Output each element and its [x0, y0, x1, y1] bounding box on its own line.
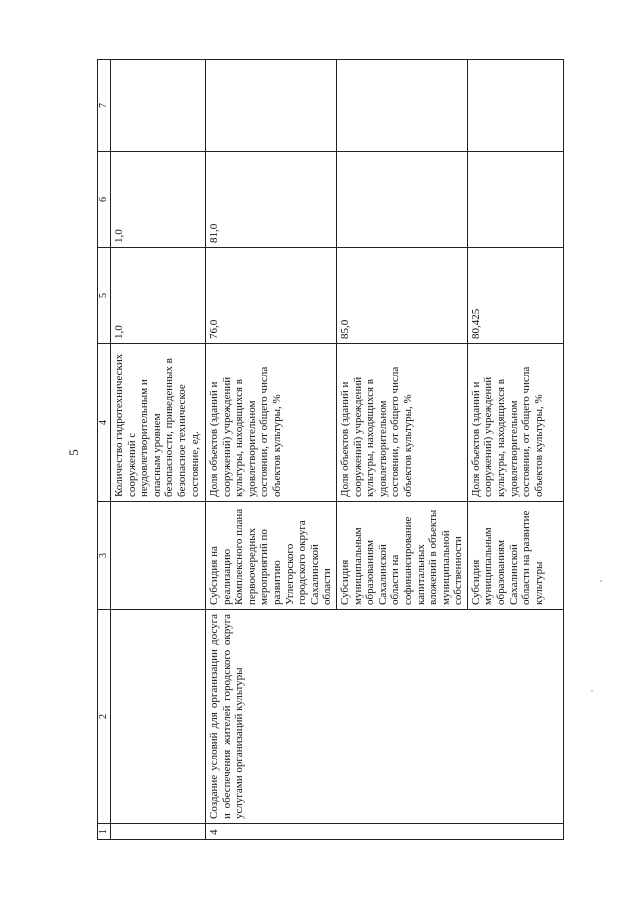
- value-col-7: [336, 60, 467, 152]
- page-number: 5: [65, 449, 81, 456]
- row-number: 4: [206, 824, 564, 840]
- indicator-cell: Доля объектов (зданий и сооружений) учреждений культуры, находящихся в удовлетворительном состоянии, от общего числа объектов культуры, %: [467, 344, 563, 502]
- task-cell: [111, 610, 206, 824]
- header-row: [98, 60, 111, 840]
- task-cell: Создание условий для организации досуга и обеспечения жителей городского округа услугами организаций культуры: [206, 610, 564, 824]
- measure-cell: Субсидия муниципальным образованиям Сахалинской области на развитие культуры: [467, 502, 563, 610]
- table-row: [206, 60, 337, 840]
- header-col-2: 2: [98, 610, 111, 824]
- header-col-7: 7: [98, 60, 111, 152]
- value-col-7: [467, 60, 563, 152]
- scan-speck: [591, 690, 593, 692]
- value-col-5: 80,425: [467, 248, 563, 344]
- value-col-5: 76,0: [206, 248, 337, 344]
- value-col-6: [467, 152, 563, 248]
- header-col-5: 5: [98, 248, 111, 344]
- value-col-5: 85,0: [336, 248, 467, 344]
- program-table: [97, 59, 564, 840]
- row-number: [111, 824, 206, 840]
- scan-speck: [600, 580, 602, 582]
- measure-cell: [111, 502, 206, 610]
- measure-cell: Субсидия муниципальным образованиям Сахалинской области на софинансирование капитальных вложений в объекты муниципальной собственности: [336, 502, 467, 610]
- value-col-6: 1,0: [111, 152, 206, 248]
- table-row: [111, 60, 206, 840]
- measure-cell: Субсидия на реализацию Комплексного плана первоочередных мероприятий по развитию Углегорского городского округа Сахалинской области: [206, 502, 337, 610]
- value-col-7: [206, 60, 337, 152]
- rotated-table-wrapper: [97, 60, 545, 840]
- header-col-1: 1: [98, 824, 111, 840]
- header-col-4: 4: [98, 344, 111, 502]
- indicator-cell: Доля объектов (зданий и сооружений) учреждений культуры, находящихся в удовлетворительном состоянии, от общего числа объектов культуры, %: [336, 344, 467, 502]
- value-col-6: 81,0: [206, 152, 337, 248]
- indicator-cell: Доля объектов (зданий и сооружений) учреждений культуры, находящихся в удовлетворительном состоянии, от общего числа объектов культуры, %: [206, 344, 337, 502]
- value-col-6: [336, 152, 467, 248]
- indicator-cell: Количество гидротехнических сооружений с неудовлетворительным и опасным уровнем безопасности, приведенных в безопасное техническое состояние, ед.: [111, 344, 206, 502]
- value-col-7: [111, 60, 206, 152]
- value-col-5: 1,0: [111, 248, 206, 344]
- header-col-3: 3: [98, 502, 111, 610]
- header-col-6: 6: [98, 152, 111, 248]
